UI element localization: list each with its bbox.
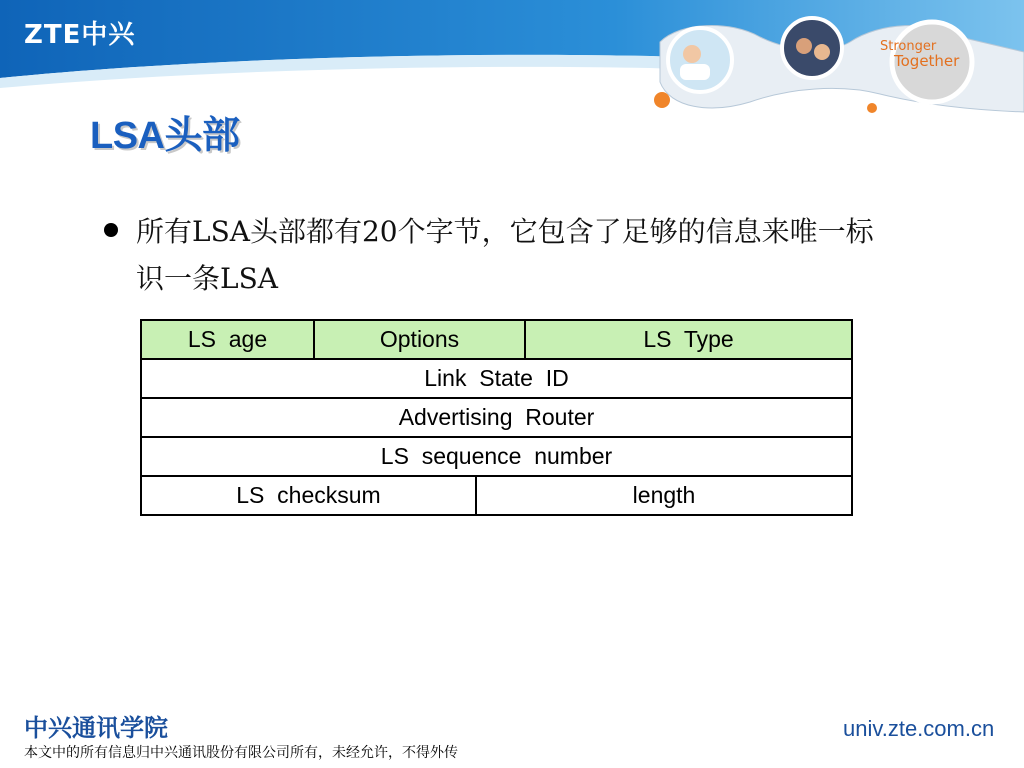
footer-org-name: 中兴通讯学院	[24, 713, 168, 742]
slide-title: LSA头部	[90, 115, 240, 157]
table-row	[141, 359, 852, 398]
bullet-dot-icon	[104, 223, 118, 237]
cell-length: length	[476, 476, 852, 515]
zte-logo: ZTE中兴	[24, 20, 136, 50]
table-row	[141, 437, 852, 476]
table-row	[141, 398, 852, 437]
cell-ls-checksum: LS checksum	[141, 476, 476, 515]
footer-copyright: 本文中的所有信息归中兴通讯股份有限公司所有，未经允许，不得外传	[24, 745, 458, 761]
orange-dot	[654, 92, 670, 108]
table-row	[141, 320, 852, 359]
slogan-line2: Together	[894, 52, 960, 70]
slogan	[880, 40, 959, 68]
footer-url: univ.zte.com.cn	[843, 716, 995, 741]
cell-ls-sequence-number: LS sequence number	[141, 437, 852, 476]
slogan-line1: Stronger	[880, 39, 937, 54]
photo-middle	[782, 18, 842, 78]
cell-ls-type: LS Type	[525, 320, 852, 359]
cell-link-state-id: Link State ID	[141, 359, 852, 398]
table-row	[141, 476, 852, 515]
bullet-text: 所有LSA头部都有20个字节，它包含了足够的信息来唯一标识一条LSA	[136, 215, 874, 295]
lsa-header-table	[140, 319, 853, 516]
photo-left	[668, 28, 732, 92]
cell-advertising-router: Advertising Router	[141, 398, 852, 437]
cell-ls-age: LS age	[141, 320, 314, 359]
cell-options: Options	[314, 320, 525, 359]
header-photo-cluster	[640, 12, 1024, 120]
